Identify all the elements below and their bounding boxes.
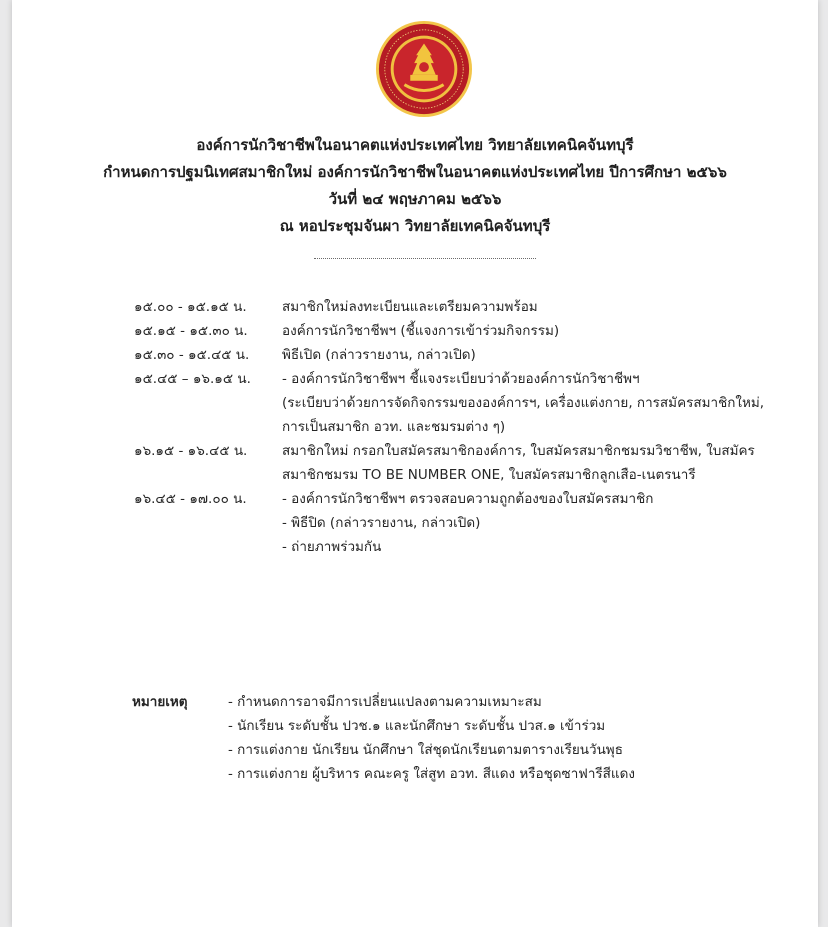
notes-list bbox=[228, 690, 818, 786]
schedule-time: ๑๕.๐๐ - ๑๕.๑๕ น. bbox=[134, 299, 247, 315]
schedule-row bbox=[12, 487, 818, 559]
note-item: - การแต่งกาย ผู้บริหาร คณะครู ใส่สูท อวท. สีแดง หรือชุดซาฟารีสีแดง bbox=[228, 766, 635, 782]
schedule-line: พิธีเปิด (กล่าวรายงาน, กล่าวเปิด) bbox=[282, 347, 476, 363]
schedule-line: - พิธีปิด (กล่าวรายงาน, กล่าวเปิด) bbox=[282, 515, 481, 531]
schedule-line: สมาชิกใหม่ กรอกใบสมัครสมาชิกองค์การ, ใบสมัครสมาชิกชมรมวิชาชีพ, ใบสมัคร bbox=[282, 443, 755, 459]
schedule-description bbox=[282, 295, 792, 319]
schedule-row bbox=[12, 439, 818, 487]
header-venue: ณ หอประชุมจันผา วิทยาลัยเทคนิคจันทบุรี bbox=[279, 217, 551, 235]
dotted-divider bbox=[314, 258, 536, 259]
schedule-row bbox=[12, 295, 818, 319]
schedule-row bbox=[12, 343, 818, 367]
schedule-description bbox=[282, 487, 792, 559]
schedule-description bbox=[282, 367, 792, 439]
schedule-line: องค์การนักวิชาชีพฯ (ชี้แจงการเข้าร่วมกิจกรรม) bbox=[282, 323, 560, 339]
notes-section bbox=[12, 690, 818, 786]
schedule-description bbox=[282, 319, 792, 343]
schedule-time: ๑๖.๔๕ - ๑๗.๐๐ น. bbox=[134, 491, 247, 507]
schedule-line: - องค์การนักวิชาชีพฯ ตรวจสอบความถูกต้องของใบสมัครสมาชิก bbox=[282, 491, 654, 507]
note-item: - กำหนดการอาจมีการเปลี่ยนแปลงตามความเหมาะสม bbox=[228, 694, 542, 710]
header-org-title: องค์การนักวิชาชีพในอนาคตแห่งประเทศไทย วิทยาลัยเทคนิคจันทบุรี bbox=[196, 136, 634, 154]
schedule-time: ๑๖.๑๕ - ๑๖.๔๕ น. bbox=[134, 443, 248, 459]
schedule-line: - ถ่ายภาพร่วมกัน bbox=[282, 539, 382, 555]
notes-label: หมายเหตุ bbox=[132, 694, 188, 710]
schedule-line: (ระเบียบว่าด้วยการจัดกิจกรรมขององค์การฯ, เครื่องแต่งกาย, การสมัครสมาชิกใหม่, bbox=[282, 395, 765, 411]
document-page bbox=[12, 0, 818, 927]
schedule-list bbox=[12, 295, 818, 559]
schedule-row bbox=[12, 367, 818, 439]
schedule-row bbox=[12, 319, 818, 343]
schedule-line: การเป็นสมาชิก อวท. และชมรมต่าง ๆ) bbox=[282, 419, 506, 435]
header-event-title: กำหนดการปฐมนิเทศสมาชิกใหม่ องค์การนักวิชาชีพในอนาคตแห่งประเทศไทย ปีการศึกษา ๒๕๖๖ bbox=[103, 163, 727, 181]
schedule-time: ๑๕.๔๕ – ๑๖.๑๕ น. bbox=[134, 371, 251, 387]
schedule-line: สมาชิกใหม่ลงทะเบียนและเตรียมความพร้อม bbox=[282, 299, 538, 315]
schedule-line: สมาชิกชมรม TO BE NUMBER ONE, ใบสมัครสมาชิกลูกเสือ-เนตรนารี bbox=[282, 467, 696, 483]
note-item: - นักเรียน ระดับชั้น ปวช.๑ และนักศึกษา ระดับชั้น ปวส.๑ เข้าร่วม bbox=[228, 718, 606, 734]
note-item: - การแต่งกาย นักเรียน นักศึกษา ใส่ชุดนักเรียนตามตารางเรียนวันพุธ bbox=[228, 742, 623, 758]
schedule-description bbox=[282, 439, 792, 487]
schedule-description bbox=[282, 343, 792, 367]
header-date: วันที่ ๒๔ พฤษภาคม ๒๕๖๖ bbox=[328, 190, 502, 208]
schedule-time: ๑๕.๑๕ - ๑๕.๓๐ น. bbox=[134, 323, 248, 339]
organization-seal-logo bbox=[375, 20, 473, 118]
schedule-time: ๑๕.๓๐ - ๑๕.๔๕ น. bbox=[134, 347, 250, 363]
schedule-line: - องค์การนักวิชาชีพฯ ชี้แจงระเบียบว่าด้วยองค์การนักวิชาชีพฯ bbox=[282, 371, 640, 387]
document-header bbox=[12, 132, 818, 240]
